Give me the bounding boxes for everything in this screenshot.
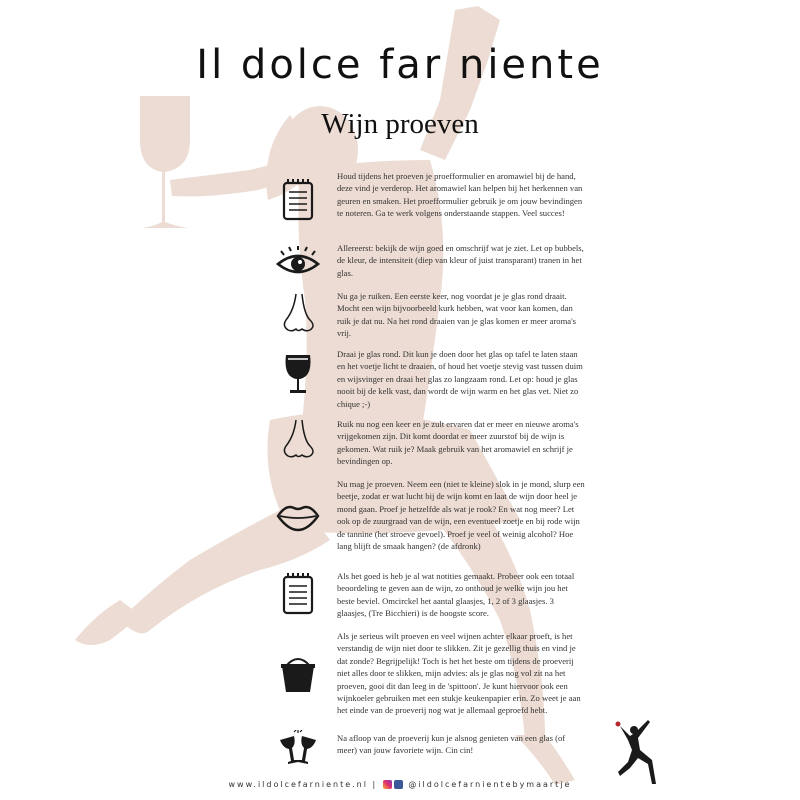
social-handle[interactable]: @ildolcefarnientebymaartje bbox=[408, 780, 572, 789]
nose-icon bbox=[276, 292, 320, 336]
page-subtitle: Wijn proeven bbox=[321, 108, 479, 140]
facebook-icon[interactable] bbox=[394, 780, 403, 789]
wine-glass-icon bbox=[276, 352, 320, 396]
footer bbox=[0, 780, 800, 789]
step-text: Draai je glas rond. Dit kun je doen door het glas op tafel te laten staan en het voetje licht te draaien, of houd het voetje stevig vast tussen duim en wijsvinger en draai het glas zo langzaam rond. Let op: houd je glas nooit bij de kelk vast, dan wordt de wijn warm en het glas vet. Niet zo chique ;-) bbox=[337, 349, 583, 409]
step-text: Allereerst: bekijk de wijn goed en omschrijf wat je ziet. Let op bubbels, de kleur, de intensiteit (diep van kleur of juist transparant) tranen in het glas. bbox=[337, 243, 584, 278]
step-text: Als je serieus wilt proeven en veel wijnen achter elkaar proeft, is het verstandig de wijn niet door te slikken. Zit je gezellig thuis en vind je dat zonde? Begrijpelijk! Toch is het het beste om tijdens de proeverij niet alles door te slikken, mijn advies: als je glas nog vol zit na het proeven, gooi dit dan leeg in de 'spittoon'. Je kunt hiervoor ook een wijnkoeler gebruiken met een stukje keukenpapier erin. Zo weet je aan het einde van de proeverij nog wat je allemaal geproefd hebt. bbox=[337, 631, 581, 716]
lips-icon bbox=[276, 494, 320, 538]
step-text: Als het goed is heb je al wat notities gemaakt. Probeer ook een totaal beoordeling te geven aan de wijn, zo onthoud je welke wijn jou het beste beviel. Omcirckel het aantal glaasjes, 1, 2 of 3 glaasjes. 3 glaasjes, (Tre Bicchieri) is de hoogste score. bbox=[337, 571, 575, 619]
divider: | bbox=[372, 780, 382, 789]
instagram-icon[interactable] bbox=[383, 780, 392, 789]
website-link[interactable]: www.ildolcefarniente.nl bbox=[228, 780, 368, 789]
page-title: Il dolce far niente bbox=[196, 42, 604, 88]
step-text: Na afloop van de proeverij kun je alsnog genieten van een glas (of meer) van jouw favoriete wijn. Cin cin! bbox=[337, 733, 566, 756]
step-text: Ruik nu nog een keer en je zult ervaren dat er meer en nieuwe aroma's vrijgekomen zijn. Dit komt doordat er meer zuurstof bij de wijn is gekomen. Wat ruik je? Maak gebruik van het aromawiel en schrijf je bevindingen op. bbox=[337, 419, 579, 467]
bucket-icon bbox=[276, 652, 320, 696]
step-text: Houd tijdens het proeven je proefformulier en aromawiel bij de hand, deze vind je verderop. Het aromawiel kan helpen bij het herkennen van geuren en smaken. Het proefformulier gebruik je om jouw bevindingen te noteren. Ga te werk volgens onderstaande stappen. Veel succes! bbox=[337, 171, 583, 219]
nose-icon bbox=[276, 418, 320, 462]
step-text: Nu ga je ruiken. Een eerste keer, nog voordat je je glas rond draait. Mocht een wijn bijvoorbeeld kurk hebben, wat voor kan komen, dan ruik je dat nu. Na het rond draaien van je glas komen er meer aroma's vrij. bbox=[337, 291, 576, 339]
notepad-icon bbox=[276, 572, 320, 616]
eye-icon bbox=[276, 242, 320, 286]
cheers-icon bbox=[276, 730, 320, 774]
notepad-icon bbox=[276, 178, 320, 222]
step-text: Nu mag je proeven. Neem een (niet te kleine) slok in je mond, slurp een beetje, zodat er wat lucht bij de wijn komt en laat de wijn door heel je mond gaan. Proef je hetzelfde als wat je rook? En wat nog meer? Let ook op de zuurgraad van de wijn, een eventueel zoetje en bij rode wijn de tannine (het stroeve gevoel). Proef je veel of weinig alcohol? Hoe lang blijft de smaak hangen? (de afdronk) bbox=[337, 479, 585, 552]
